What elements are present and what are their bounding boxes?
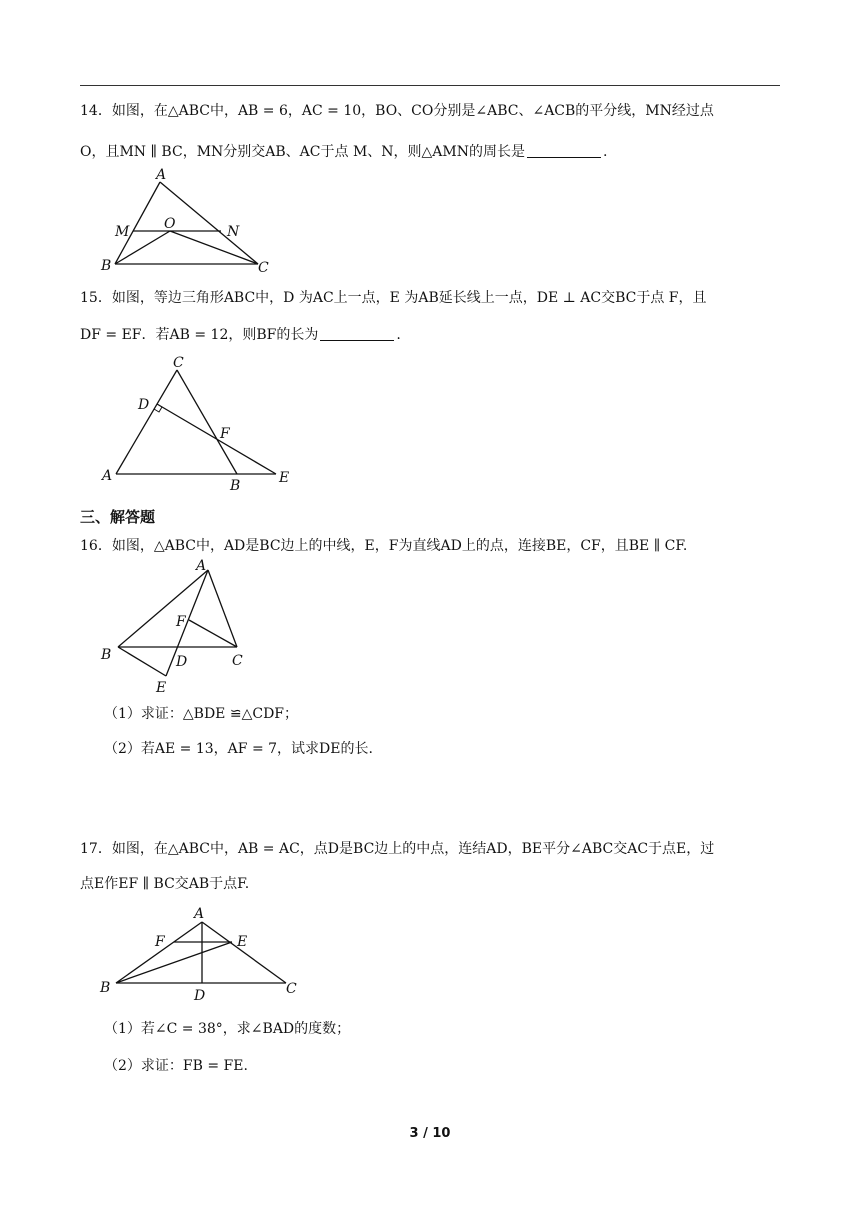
q15-label-d: D [138,397,150,413]
q14-seg-oc [170,231,258,264]
q16-label-b: B [101,647,112,663]
q17-part2: （2）求证：FB = FE. [104,1058,248,1074]
q16-part1: （1）求证：△BDE ≌△CDF； [104,706,299,722]
q15-seg-cb [177,370,237,474]
q15-label-b: B [230,478,241,494]
q16-seg-cf [189,620,237,647]
q15-answer-blank [320,326,394,341]
q15-text-line2-pre: DF = EF．若AB = 12，则BF的长为 [80,327,319,343]
q17-label-a: A [194,906,205,922]
q17-figure [98,900,308,1006]
q16-seg-ac [208,570,237,647]
q15-label-c: C [173,355,184,371]
q16-label-d: D [176,654,188,670]
q14-label-c: C [258,260,269,276]
q16-text-line1: 16．如图，△ABC中，AD是BC边上的中线，E，F为直线AD上的点，连接BE，CF，且BE ∥ CF. [80,538,688,554]
q14-seg-ab [115,182,160,264]
q15-text-line2 [80,324,401,344]
q14-label-o: O [164,216,176,232]
q17-text-line1: 17．如图，在△ABC中，AB = AC，点D是BC边上的中点，连结AD，BE平分∠ABC交AC于点E，过 [80,841,715,857]
q17-seg-ab [116,922,202,983]
q15-label-a: A [102,468,113,484]
q15-label-e: E [279,470,290,486]
q17-label-d: D [194,988,206,1004]
q17-label-f: F [155,934,165,950]
q14-figure [100,166,280,276]
q14-label-b: B [101,258,112,274]
q15-text-line1: 15．如图，等边三角形ABC中，D 为AC上一点，E 为AB延长线上一点，DE ⊥ AC交BC于点 F，且 [80,290,707,306]
q16-part2: （2）若AE = 13，AF = 7，试求DE的长. [104,741,373,757]
q15-seg-de [157,404,276,474]
header-rule [80,85,780,86]
q16-label-f: F [176,614,186,630]
q15-text-line2-post: . [396,327,401,343]
q17-text-line2: 点E作EF ∥ BC交AB于点F. [80,876,250,892]
q14-answer-blank [527,143,601,158]
q17-label-b: B [100,980,111,996]
q17-label-e: E [237,934,248,950]
q16-seg-ab [118,570,208,647]
q14-label-n: N [227,224,240,240]
q16-figure [100,558,260,698]
q14-text-line1: 14．如图，在△ABC中，AB = 6，AC = 10，BO、CO分别是∠ABC、∠ACB的平分线，MN经过点 [80,103,714,119]
q16-label-a: A [196,558,207,574]
q17-seg-ac [202,922,286,983]
q14-text-line2 [80,141,607,161]
q14-text-line2-post: . [603,144,608,160]
q16-label-e: E [156,680,167,696]
q17-seg-be [116,942,232,983]
q15-seg-ac [116,370,177,474]
q17-part1: （1）若∠C = 38°，求∠BAD的度数； [104,1021,351,1037]
page-number: 3 / 10 [409,1126,451,1141]
q14-text-line2-pre: O，且MN ∥ BC，MN分别交AB、AC于点 M、N，则△AMN的周长是 [80,144,525,160]
q15-label-f: F [220,426,230,442]
q16-seg-be [118,647,166,676]
q16-label-c: C [232,653,243,669]
q14-label-m: M [115,224,130,240]
q15-figure [100,352,310,492]
section-title: 三、解答题 [80,508,156,526]
q14-label-a: A [156,167,167,183]
q17-label-c: C [286,981,297,997]
